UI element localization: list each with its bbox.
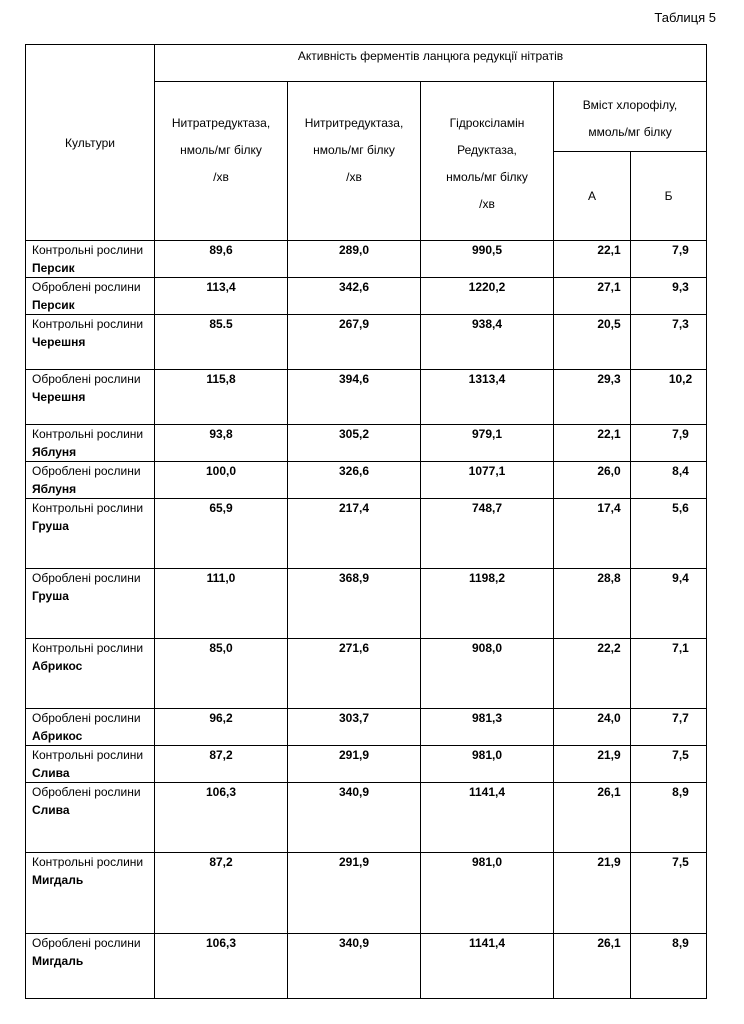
chlorophyll-a-value: 26,1 — [554, 783, 631, 853]
nitrate-value: 93,8 — [155, 425, 288, 462]
crop-cell — [26, 709, 155, 746]
nitrite-value: 303,7 — [288, 709, 421, 746]
chlorophyll-b-value: 7,5 — [631, 746, 707, 783]
header-nitrate-reductase: Нитратредуктаза, нмоль/мг білку /хв — [155, 82, 288, 241]
chlorophyll-b-value: 10,2 — [631, 370, 707, 425]
crop-treatment: Оброблені рослини — [32, 571, 141, 585]
header-chlorophyll: Вміст хлорофілу, ммоль/мг білку — [554, 82, 707, 152]
chlorophyll-a-value: 21,9 — [554, 853, 631, 934]
table-row — [26, 370, 707, 425]
chlorophyll-a-value: 22,1 — [554, 241, 631, 278]
chlorophyll-b-value: 7,5 — [631, 853, 707, 934]
hydroxylamine-value: 748,7 — [421, 499, 554, 569]
crop-cell — [26, 853, 155, 934]
crop-name: Яблуня — [32, 482, 77, 496]
nitrite-value: 342,6 — [288, 278, 421, 315]
nitrate-value: 96,2 — [155, 709, 288, 746]
nitrite-value: 289,0 — [288, 241, 421, 278]
nitrite-value: 394,6 — [288, 370, 421, 425]
chlorophyll-b-value: 7,7 — [631, 709, 707, 746]
crop-treatment: Контрольні рослини — [32, 748, 144, 762]
crop-treatment: Контрольні рослини — [32, 427, 144, 441]
nitrate-value: 85,0 — [155, 639, 288, 709]
crop-name: Мигдаль — [32, 873, 84, 887]
chlorophyll-a-value: 24,0 — [554, 709, 631, 746]
chlorophyll-b-value: 9,3 — [631, 278, 707, 315]
hydroxylamine-value: 938,4 — [421, 315, 554, 370]
chlorophyll-a-value: 26,0 — [554, 462, 631, 499]
chlorophyll-b-value: 9,4 — [631, 569, 707, 639]
table-row — [26, 241, 707, 278]
nitrite-value: 217,4 — [288, 499, 421, 569]
chlorophyll-b-value: 7,9 — [631, 425, 707, 462]
table-row — [26, 853, 707, 934]
crop-name: Мигдаль — [32, 954, 84, 968]
table-row — [26, 462, 707, 499]
header-chlorophyll-b: Б — [631, 152, 707, 241]
crop-cell — [26, 462, 155, 499]
nitrite-value: 340,9 — [288, 783, 421, 853]
hydroxylamine-value: 981,0 — [421, 746, 554, 783]
nitrate-reduction-table — [25, 44, 707, 999]
crop-cell — [26, 639, 155, 709]
nitrite-value: 340,9 — [288, 934, 421, 999]
table-row — [26, 425, 707, 462]
crop-name: Черешня — [32, 390, 86, 404]
crop-cell — [26, 569, 155, 639]
hydroxylamine-value: 1077,1 — [421, 462, 554, 499]
crop-cell — [26, 783, 155, 853]
crop-treatment: Оброблені рослини — [32, 785, 141, 799]
crop-treatment: Оброблені рослини — [32, 711, 141, 725]
chlorophyll-b-value: 5,6 — [631, 499, 707, 569]
hydroxylamine-value: 1220,2 — [421, 278, 554, 315]
nitrite-value: 291,9 — [288, 746, 421, 783]
chlorophyll-a-value: 20,5 — [554, 315, 631, 370]
crop-treatment: Контрольні рослини — [32, 641, 144, 655]
nitrite-value: 267,9 — [288, 315, 421, 370]
crop-name: Абрикос — [32, 729, 83, 743]
crop-name: Груша — [32, 589, 69, 603]
table-row — [26, 278, 707, 315]
nitrite-value: 305,2 — [288, 425, 421, 462]
header-crops: Культури — [26, 45, 155, 241]
chlorophyll-a-value: 28,8 — [554, 569, 631, 639]
nitrate-value: 106,3 — [155, 934, 288, 999]
table-row — [26, 746, 707, 783]
hydroxylamine-value: 981,3 — [421, 709, 554, 746]
table-row — [26, 934, 707, 999]
crop-cell — [26, 278, 155, 315]
hydroxylamine-value: 908,0 — [421, 639, 554, 709]
header-nitrite-reductase: Нитритредуктаза, нмоль/мг білку /хв — [288, 82, 421, 241]
crop-name: Персик — [32, 261, 75, 275]
chlorophyll-a-value: 22,1 — [554, 425, 631, 462]
nitrate-value: 113,4 — [155, 278, 288, 315]
table-row — [26, 783, 707, 853]
chlorophyll-a-value: 27,1 — [554, 278, 631, 315]
chlorophyll-b-value: 7,9 — [631, 241, 707, 278]
nitrate-value: 87,2 — [155, 746, 288, 783]
crop-treatment: Контрольні рослини — [32, 501, 144, 515]
crop-treatment: Контрольні рослини — [32, 855, 144, 869]
chlorophyll-b-value: 8,4 — [631, 462, 707, 499]
crop-name: Слива — [32, 803, 70, 817]
header-enzyme-activity: Активність ферментів ланцюга редукції нітратів — [155, 45, 707, 82]
crop-treatment: Контрольні рослини — [32, 243, 144, 257]
nitrate-value: 65,9 — [155, 499, 288, 569]
chlorophyll-b-value: 8,9 — [631, 934, 707, 999]
crop-cell — [26, 315, 155, 370]
chlorophyll-a-value: 26,1 — [554, 934, 631, 999]
chlorophyll-a-value: 21,9 — [554, 746, 631, 783]
table-caption: Таблиця 5 — [654, 10, 716, 25]
table-row — [26, 639, 707, 709]
crop-treatment: Оброблені рослини — [32, 372, 141, 386]
crop-name: Слива — [32, 766, 70, 780]
crop-cell — [26, 241, 155, 278]
hydroxylamine-value: 979,1 — [421, 425, 554, 462]
hydroxylamine-value: 1313,4 — [421, 370, 554, 425]
table-row — [26, 315, 707, 370]
table-row — [26, 709, 707, 746]
crop-name: Груша — [32, 519, 69, 533]
crop-name: Черешня — [32, 335, 86, 349]
chlorophyll-a-value: 17,4 — [554, 499, 631, 569]
nitrate-value: 87,2 — [155, 853, 288, 934]
crop-cell — [26, 425, 155, 462]
hydroxylamine-value: 990,5 — [421, 241, 554, 278]
chlorophyll-b-value: 7,3 — [631, 315, 707, 370]
nitrate-value: 89,6 — [155, 241, 288, 278]
nitrite-value: 326,6 — [288, 462, 421, 499]
chlorophyll-b-value: 8,9 — [631, 783, 707, 853]
crop-name: Абрикос — [32, 659, 83, 673]
crop-treatment: Контрольні рослини — [32, 317, 144, 331]
hydroxylamine-value: 1141,4 — [421, 783, 554, 853]
nitrite-value: 368,9 — [288, 569, 421, 639]
header-chlorophyll-a: А — [554, 152, 631, 241]
header-hydroxylamine-reductase: Гідроксіламін Редуктаза, нмоль/мг білку /хв — [421, 82, 554, 241]
nitrate-value: 85.5 — [155, 315, 288, 370]
table-row — [26, 569, 707, 639]
nitrite-value: 271,6 — [288, 639, 421, 709]
nitrate-value: 106,3 — [155, 783, 288, 853]
crop-treatment: Оброблені рослини — [32, 936, 141, 950]
nitrate-value: 115,8 — [155, 370, 288, 425]
crop-cell — [26, 746, 155, 783]
chlorophyll-b-value: 7,1 — [631, 639, 707, 709]
crop-treatment: Оброблені рослини — [32, 464, 141, 478]
crop-treatment: Оброблені рослини — [32, 280, 141, 294]
crop-name: Персик — [32, 298, 75, 312]
crop-cell — [26, 499, 155, 569]
table-row — [26, 499, 707, 569]
nitrite-value: 291,9 — [288, 853, 421, 934]
nitrate-value: 111,0 — [155, 569, 288, 639]
crop-cell — [26, 370, 155, 425]
chlorophyll-a-value: 29,3 — [554, 370, 631, 425]
crop-name: Яблуня — [32, 445, 77, 459]
hydroxylamine-value: 981,0 — [421, 853, 554, 934]
crop-cell — [26, 934, 155, 999]
chlorophyll-a-value: 22,2 — [554, 639, 631, 709]
hydroxylamine-value: 1141,4 — [421, 934, 554, 999]
nitrate-value: 100,0 — [155, 462, 288, 499]
hydroxylamine-value: 1198,2 — [421, 569, 554, 639]
